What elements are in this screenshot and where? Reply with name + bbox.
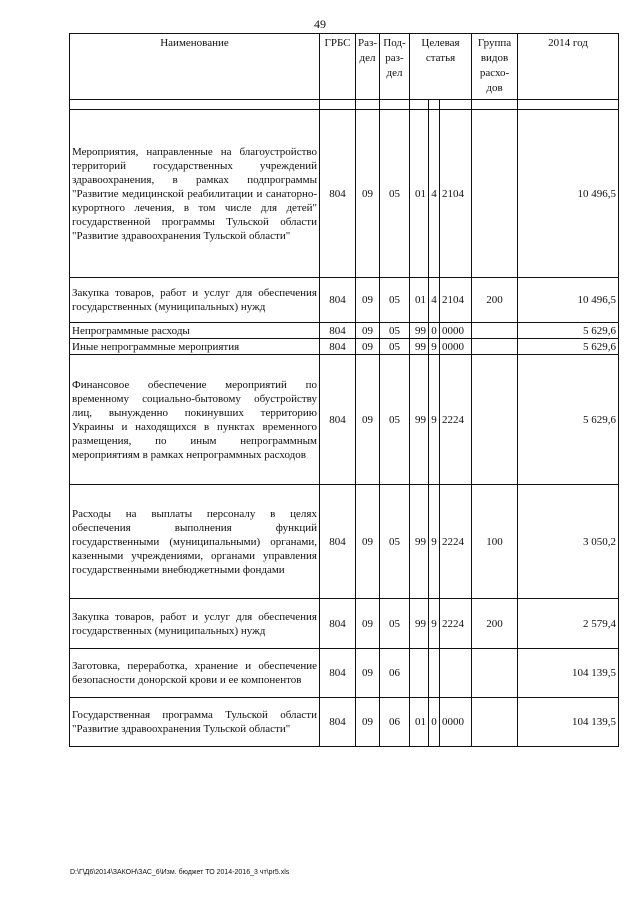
row-amount-2014: 5 629,6 <box>518 323 619 339</box>
row-cs-subprogram: 9 <box>429 485 440 599</box>
row-amount-2014: 5 629,6 <box>518 339 619 355</box>
row-amount-2014: 104 139,5 <box>518 698 619 747</box>
row-cs-program: 99 <box>410 599 429 649</box>
row-cs-direction: 2104 <box>440 110 472 278</box>
row-cs-direction: 2224 <box>440 355 472 485</box>
row-name: Заготовка, переработка, хранение и обеспечение безопасности донорской крови и ее компонентов <box>70 649 320 698</box>
row-amount-2014: 3 050,2 <box>518 485 619 599</box>
table-row <box>70 110 619 278</box>
header-podrazdel: Под- раз- дел <box>380 34 410 100</box>
file-path-footer: D:\Г\Д6\2014\ЗАКОН\ЗАС_6\Изм. бюджет ТО 2014-2016_3 чт\pr5.xls <box>70 869 290 876</box>
row-name: Непрограммные расходы <box>70 323 320 339</box>
row-cs-subprogram <box>429 649 440 698</box>
row-vid-rashodov <box>472 355 518 485</box>
row-razdel: 09 <box>356 110 380 278</box>
row-razdel: 09 <box>356 599 380 649</box>
header-name: Наименование <box>70 34 320 100</box>
row-cs-program: 01 <box>410 110 429 278</box>
row-podrazdel: 05 <box>380 323 410 339</box>
row-name: Закупка товаров, работ и услуг для обеспечения государственных (муниципальных) нужд <box>70 599 320 649</box>
header-gruppa-vidov: Группа видов расхо- дов <box>472 34 518 100</box>
row-cs-program: 01 <box>410 698 429 747</box>
row-podrazdel: 05 <box>380 110 410 278</box>
row-razdel: 09 <box>356 278 380 323</box>
row-vid-rashodov: 100 <box>472 485 518 599</box>
row-cs-subprogram: 0 <box>429 323 440 339</box>
row-razdel: 09 <box>356 698 380 747</box>
row-cs-direction: 0000 <box>440 339 472 355</box>
row-cs-subprogram: 9 <box>429 599 440 649</box>
table-row <box>70 339 619 355</box>
table-row <box>70 323 619 339</box>
header-year-2014: 2014 год <box>518 34 619 100</box>
row-razdel: 09 <box>356 323 380 339</box>
budget-table <box>69 33 619 747</box>
row-vid-rashodov <box>472 698 518 747</box>
row-grbs: 804 <box>320 339 356 355</box>
row-cs-subprogram: 4 <box>429 278 440 323</box>
row-cs-subprogram: 9 <box>429 355 440 485</box>
row-razdel: 09 <box>356 339 380 355</box>
row-razdel: 09 <box>356 355 380 485</box>
row-grbs: 804 <box>320 355 356 485</box>
row-grbs: 804 <box>320 323 356 339</box>
table-row <box>70 599 619 649</box>
row-vid-rashodov <box>472 649 518 698</box>
row-name: Государственная программа Тульской области "Развитие здравоохранения Тульской области" <box>70 698 320 747</box>
header-grbs: ГРБС <box>320 34 356 100</box>
row-cs-direction: 2224 <box>440 599 472 649</box>
row-vid-rashodov: 200 <box>472 599 518 649</box>
row-name: Закупка товаров, работ и услуг для обеспечения государственных (муниципальных) нужд <box>70 278 320 323</box>
row-podrazdel: 06 <box>380 649 410 698</box>
row-grbs: 804 <box>320 278 356 323</box>
row-razdel: 09 <box>356 649 380 698</box>
row-cs-subprogram: 4 <box>429 110 440 278</box>
row-vid-rashodov <box>472 323 518 339</box>
row-cs-subprogram: 9 <box>429 339 440 355</box>
row-podrazdel: 05 <box>380 339 410 355</box>
row-podrazdel: 05 <box>380 355 410 485</box>
row-amount-2014: 5 629,6 <box>518 355 619 485</box>
row-grbs: 804 <box>320 485 356 599</box>
page-number: 49 <box>314 17 326 31</box>
table-row <box>70 649 619 698</box>
row-name: Финансовое обеспечение мероприятий по временному социально-бытовому обустройству лиц, вынужденно покинувших территорию Украины и находящихся в пунктах временного размещения, по иным непрограммным мероприятиям в рамках непрограммных расходов <box>70 355 320 485</box>
row-grbs: 804 <box>320 599 356 649</box>
header-spacer-row <box>70 100 619 110</box>
row-cs-direction: 0000 <box>440 698 472 747</box>
row-vid-rashodov: 200 <box>472 278 518 323</box>
row-name: Мероприятия, направленные на благоустройство территорий государственных учреждений здравоохранения, в рамках подпрограммы "Развитие медицинской реабилитации и санаторно-курортного лечения, в том числе для детей" государственной программы Тульской области "Развитие здравоохранения Тульской области" <box>70 110 320 278</box>
row-amount-2014: 10 496,5 <box>518 110 619 278</box>
row-grbs: 804 <box>320 698 356 747</box>
row-cs-direction <box>440 649 472 698</box>
row-grbs: 804 <box>320 110 356 278</box>
row-podrazdel: 06 <box>380 698 410 747</box>
row-cs-subprogram: 0 <box>429 698 440 747</box>
table-row <box>70 278 619 323</box>
header-razdel: Раз- дел <box>356 34 380 100</box>
row-cs-program: 99 <box>410 323 429 339</box>
row-cs-direction: 2224 <box>440 485 472 599</box>
row-razdel: 09 <box>356 485 380 599</box>
row-cs-direction: 0000 <box>440 323 472 339</box>
row-cs-direction: 2104 <box>440 278 472 323</box>
row-cs-program: 99 <box>410 355 429 485</box>
header-row <box>70 34 619 100</box>
row-name: Иные непрограммные мероприятия <box>70 339 320 355</box>
row-vid-rashodov <box>472 339 518 355</box>
row-cs-program: 99 <box>410 485 429 599</box>
row-podrazdel: 05 <box>380 278 410 323</box>
row-vid-rashodov <box>472 110 518 278</box>
row-cs-program <box>410 649 429 698</box>
table-row <box>70 485 619 599</box>
row-cs-program: 99 <box>410 339 429 355</box>
row-name: Расходы на выплаты персоналу в целях обеспечения выполнения функций государственными (муниципальными) органами, казенными учреждениями, органами управления государственными внебюджетными фондами <box>70 485 320 599</box>
row-amount-2014: 10 496,5 <box>518 278 619 323</box>
row-podrazdel: 05 <box>380 599 410 649</box>
row-cs-program: 01 <box>410 278 429 323</box>
table-row <box>70 698 619 747</box>
row-grbs: 804 <box>320 649 356 698</box>
row-amount-2014: 104 139,5 <box>518 649 619 698</box>
table-row <box>70 355 619 485</box>
header-celevaya-statya: Целевая статья <box>410 34 472 100</box>
row-podrazdel: 05 <box>380 485 410 599</box>
row-amount-2014: 2 579,4 <box>518 599 619 649</box>
